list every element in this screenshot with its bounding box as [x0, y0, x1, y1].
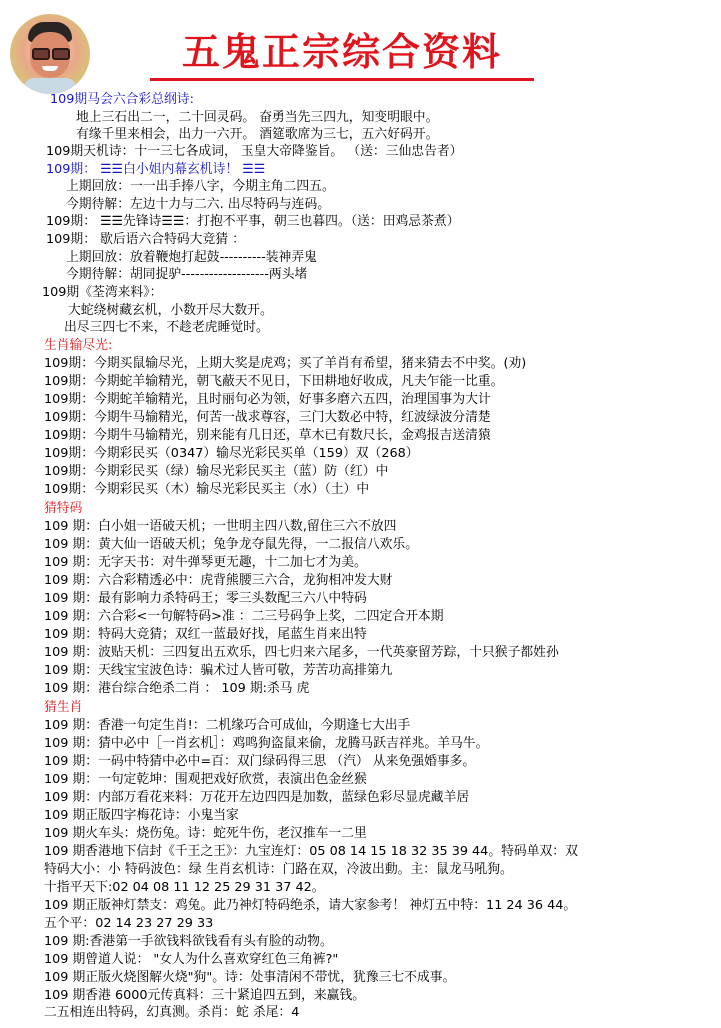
- text-line: 109期：今期蛇羊输精光，且时丽句必为领，好事多磨六五四，治理国事为大计: [44, 392, 491, 407]
- text-line: 109期：今期牛马输精光，别来能有几日还，草木已有数尺长，金鸡报吉送清猿: [44, 428, 491, 443]
- text-line: 109期马会六合彩总纲诗:: [50, 92, 194, 107]
- text-line: 十指平天下:02 04 08 11 12 25 29 31 37 42。: [44, 880, 325, 895]
- text-line: 109 期正版四字梅花诗：小鬼当家: [44, 808, 239, 823]
- text-line: 109 期：无字天书：对牛弹琴更无趣，十二加七才为美。: [44, 555, 367, 570]
- text-line: 109期天机诗：十一三七各成词， 玉皇大帝降鉴旨。 （送：三仙忠告者）: [46, 144, 463, 159]
- text-line: 109期：今期蛇羊输精光，朝飞蔽天不见日，下田耕地好收成，凡夫乍能一比重。: [44, 374, 504, 389]
- text-line: 109期：今期彩民买（0347）输尽光彩民买单（159）双（268）: [44, 446, 419, 461]
- text-line: 地上三石出二一，二十回灵码。 奋勇当先三四九，知变明眼中。: [76, 110, 439, 125]
- text-line: 109期： ☰☰白小姐内幕玄机诗！ ☰☰: [46, 162, 266, 177]
- text-line: 109 期：内部万看花来料：万花开左边四四是加数，蓝绿色彩尽显虎藏羊居: [44, 790, 470, 805]
- text-line: 109 期：港台综合绝杀二肖 ： 109 期:杀马 虎: [44, 681, 310, 696]
- text-line: 109 期：白小姐一语破天机；一世明主四八数,留住三六不放四: [44, 519, 397, 534]
- text-line: 特码大小：小 特码波色：绿 生肖玄机诗：门路在双，冷波出動。主：鼠龙马吼狗。: [44, 862, 513, 877]
- text-line: 109 期正版火烧图解火烧"狗"。诗：处事清闲不带忧，犹豫三七不成事。: [44, 970, 456, 985]
- avatar-glasses-right: [52, 48, 70, 60]
- section-heading: 猜特码: [44, 501, 83, 516]
- text-line: 109 期：一码中特猜中必中=百：双门绿码得三思 （汽） 从来免强婚事多。: [44, 754, 476, 769]
- text-line: 109期：今期牛马输精光，何苦一战求尊容，三门大数必中特，红波绿波分清楚: [44, 410, 491, 425]
- text-line: 109 期香港地下信封《千王之王》：九宝连灯：05 08 14 15 18 32 35 39 44。特码单双：双: [44, 844, 578, 859]
- text-line: 上期回放：放着鞭炮打起鼓----------装神弄鬼: [66, 250, 317, 265]
- text-line: 109 期:香港第一手欲钱料欲钱看有头有脸的动物。: [44, 934, 333, 949]
- text-line: 109期：今期彩民买（绿）输尽光彩民买主（蓝）防（红）中: [44, 464, 389, 479]
- section-heading: 生肖输尽光:: [44, 338, 113, 353]
- author-avatar: [10, 14, 90, 94]
- text-line: 大蛇绕树藏玄机，小数开尽大数开。: [68, 303, 273, 318]
- text-line: 109 期正版神灯禁支：鸡兔。此乃神灯特码绝杀，请大家参考！ 神灯五中特：11 24 36 44。: [44, 898, 577, 913]
- text-line: 109 期：特码大竞猜；双红一蓝最好找，尾蓝生肖来出特: [44, 627, 367, 642]
- text-line: 二五相连出特码，幻真测。杀肖：蛇 杀尾：4: [44, 1005, 300, 1020]
- text-line: 109 期香港 6000元传真料：三十紧追四五到，来赢钱。: [44, 988, 366, 1003]
- text-line: 出尽三四七不来，不趁老虎睡觉时。: [64, 320, 269, 335]
- avatar-glasses-left: [32, 48, 50, 60]
- text-line: 有缘千里来相会，出力一六开。 酒筵歌席为三七，五六好码开。: [76, 127, 439, 142]
- text-line: 109期：今期彩民买（木）输尽光彩民买主（水）（土）中: [44, 482, 370, 497]
- text-line: 109 期：天线宝宝波色诗：骗术过人皆可敬，芳苦功高排第九: [44, 663, 393, 678]
- text-line: 109 期火车头：烧伤兔。诗：蛇死牛伤，老汉推车一二里: [44, 826, 367, 841]
- text-line: 109期： 歇后语六合特码大竞猜 ：: [46, 232, 245, 247]
- text-line: 109 期：香港一句定生肖!：二机缘巧合可成仙，今期逢七大出手: [44, 718, 411, 733]
- text-line: 109 期：一句定乾坤：围观把戏好欣赏，表演出色金丝猴: [44, 772, 367, 787]
- text-line: 109期：今期买鼠输尽光，上期大奖是虎鸡；买了羊肖有希望，猪来猜去不中奖。(劝): [44, 356, 527, 371]
- text-line: 今期待解：胡同捉驴-------------------两头堵: [66, 267, 308, 282]
- page-title: 五鬼正宗综合资料: [150, 28, 534, 81]
- text-line: 上期回放：一一出手捧八字，今期主角二四五。: [66, 179, 335, 194]
- section-heading: 猜生肖: [44, 700, 83, 715]
- avatar-mouth: [42, 66, 58, 71]
- text-line: 109 期：最有影响力杀特码王；零三头数配三六八中特码: [44, 591, 367, 606]
- text-line: 109 期：黄大仙一语破天机；兔争龙夺鼠先得，一二报信八欢乐。: [44, 537, 419, 552]
- text-line: 109 期：波贴天机：三四复出五欢乐，四七归来六尾多，一代英豪留芳踪，十只猴子都姓孙: [44, 645, 559, 660]
- text-line: 109 期曾道人说： "女人为什么喜欢穿红色三角裤?": [44, 952, 339, 967]
- text-line: 109期《荃湾来料》：: [42, 285, 163, 300]
- text-line: 五个平：02 14 23 27 29 33: [44, 916, 214, 931]
- text-line: 109 期：六合彩精透必中：虎背熊腰三六合，龙狗相冲发大财: [44, 573, 393, 588]
- text-line: 109 期：猜中必中［一肖玄机］：鸡鸣狗盗鼠来偷，龙腾马跃吉祥兆。羊马牛。: [44, 736, 489, 751]
- text-line: 今期待解：左边十力与二六. 出尽特码与连码。: [66, 197, 331, 212]
- text-line: 109期： ☰☰先锋诗☰☰：打抱不平事，朝三也暮四。（送：田鸡忌茶煮）: [46, 214, 460, 229]
- text-line: 109 期：六合彩<一句解特码>准 ：二三号码争上奖，二四定合开本期: [44, 609, 444, 624]
